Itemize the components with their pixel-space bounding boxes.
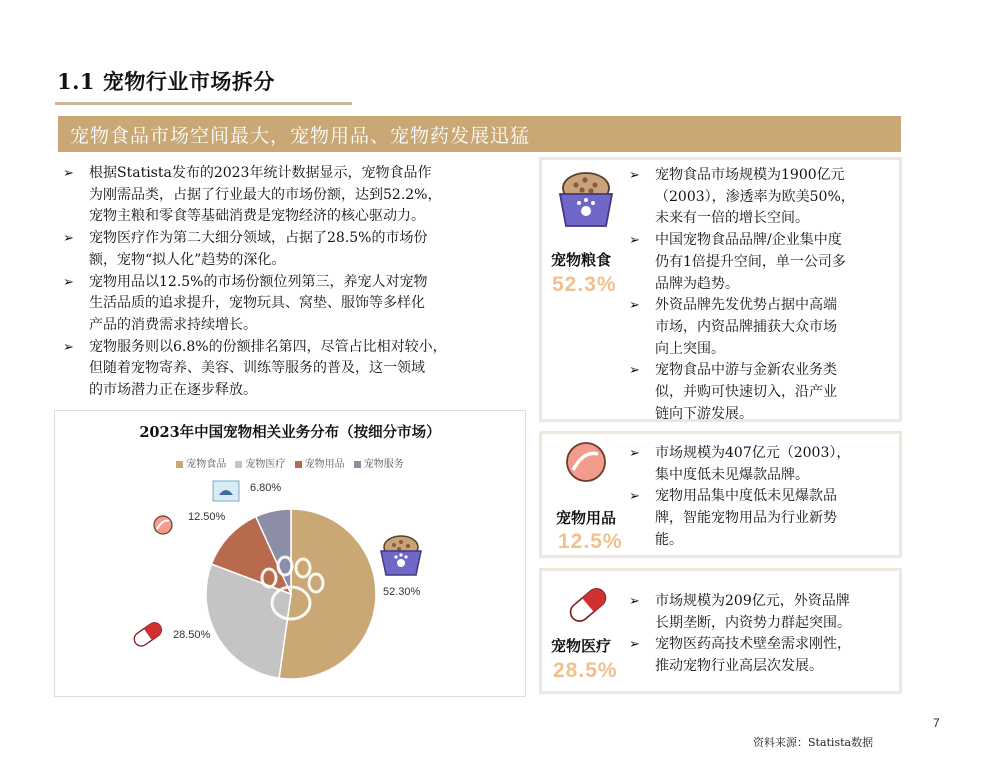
bullet-line: 市场，内资品牌捕获大众市场 (655, 318, 837, 335)
data-label: 12.50% (188, 511, 226, 523)
section-banner (58, 116, 901, 152)
source-note: 资料来源：Statista数据 (753, 736, 874, 749)
list-item (60, 337, 526, 402)
pie-chart-panel (54, 410, 526, 697)
data-label: 6.80% (250, 482, 282, 494)
bullet-line: 牌，智能宠物用品为行业新势 (655, 510, 837, 527)
arrow-bullet-icon: ➢ (63, 231, 74, 247)
bullet-line: 推动宠物行业高层次发展。 (655, 658, 823, 675)
list-item (626, 443, 898, 486)
card-bullet-list (626, 443, 898, 552)
bullet-line: 仍有1倍提升空间，单一公司多 (655, 253, 846, 270)
bullet-line: 宠物医药高技术壁垒需求刚性， (655, 636, 851, 653)
list-item (60, 228, 526, 271)
bullet-line: 外资品牌先发优势占据中高端 (655, 297, 837, 314)
bullet-line: 市场规模为209亿元，外资品牌 (655, 593, 850, 609)
arrow-bullet-icon: ➢ (629, 446, 640, 461)
bullet-line: 链向下游发展。 (655, 405, 753, 422)
bullet-line: 但随着宠物寄养、美容、训练等服务的普及，这一领域 (89, 360, 425, 377)
chart-title: 2023年中国宠物相关业务分布（按细分市场） (139, 424, 441, 441)
capsule-pill-icon (132, 620, 165, 649)
bullet-line: 的市场潜力正在逐步释放。 (89, 382, 257, 399)
pet-ball-icon (564, 440, 608, 484)
card-pet-supplies (539, 431, 902, 558)
banner-text: 宠物食品市场空间最大，宠物用品、宠物药发展迅猛 (70, 125, 531, 147)
data-label: 28.50% (173, 629, 211, 641)
card-pet-food (539, 157, 902, 422)
bullet-line: 向上突围。 (655, 340, 725, 357)
arrow-bullet-icon: ➢ (629, 489, 640, 505)
bullet-line: 宠物用品集中度低未见爆款品 (655, 488, 837, 505)
card-percentage: 28.5% (553, 659, 618, 682)
list-item (626, 634, 898, 677)
pet-food-bowl-icon (381, 536, 421, 575)
left-bullet-list (60, 163, 526, 402)
bullet-line: 宠物食品中游与金新农业务类 (655, 362, 837, 379)
card-pet-medical (539, 568, 902, 694)
legend-label: 宠物服务 (363, 459, 404, 470)
bullet-line: 能。 (655, 531, 683, 548)
list-item (60, 163, 526, 228)
arrow-bullet-icon: ➢ (63, 339, 74, 355)
card-title: 宠物粮食 (551, 251, 612, 269)
list-item (60, 272, 526, 337)
bullet-line: 宠物用品以12.5%的市场份额位列第三，养宠人对宠物 (89, 273, 428, 290)
pie-slice (279, 509, 376, 679)
arrow-bullet-icon: ➢ (629, 363, 640, 379)
list-item (626, 360, 898, 425)
arrow-bullet-icon: ➢ (63, 274, 74, 290)
pet-food-bowl-icon (557, 172, 615, 230)
legend-label: 宠物医疗 (245, 459, 286, 470)
page-number: 7 (933, 716, 940, 730)
pie-chart (55, 411, 525, 696)
page-title: 1.1 宠物行业市场拆分 (57, 69, 275, 94)
list-item (626, 591, 898, 634)
bullet-line: （2003），渗透率为欧美50%， (655, 188, 855, 205)
card-percentage: 52.3% (552, 273, 617, 296)
list-item (626, 230, 898, 295)
capsule-pill-icon (564, 581, 612, 629)
legend-label: 宠物食品 (186, 459, 227, 470)
list-item (626, 165, 898, 230)
card-bullet-list (626, 165, 898, 425)
bullet-line: 产品的消费需求持续增长。 (89, 316, 257, 333)
list-item (626, 486, 898, 551)
bullet-line: 中国宠物食品品牌/企业集中度 (655, 232, 842, 249)
card-percentage: 12.5% (558, 530, 623, 553)
bullet-line: 似，并购可快速切入，沿产业 (655, 384, 837, 401)
arrow-bullet-icon: ➢ (629, 233, 640, 249)
bullet-line: 品牌为趋势。 (655, 275, 739, 292)
arrow-bullet-icon: ➢ (629, 298, 640, 314)
bullet-line: 生活品质的追求提升，宠物玩具、窝垫、服饰等多样化 (89, 295, 425, 312)
arrow-bullet-icon: ➢ (629, 168, 640, 183)
bullet-line: 宠物主粮和零食等基础消费是宠物经济的核心驱动力。 (89, 208, 425, 225)
bullet-line: 额，宠物“拟人化”趋势的深化。 (89, 251, 286, 268)
pet-bed-icon (213, 481, 239, 501)
card-title: 宠物用品 (556, 509, 617, 527)
bullet-line: 集中度低未见爆款品牌。 (655, 466, 809, 483)
bullet-line: 为刚需品类，占据了行业最大的市场份额，达到52.2%， (89, 186, 442, 203)
bullet-line: 长期垄断，内资势力群起突围。 (655, 614, 851, 631)
legend-label: 宠物用品 (304, 459, 345, 470)
bullet-line: 未来有一倍的增长空间。 (655, 210, 809, 227)
bullet-line: 市场规模为407亿元（2003）， (655, 445, 851, 461)
card-title: 宠物医疗 (551, 637, 612, 655)
card-bullet-list (626, 591, 898, 678)
arrow-bullet-icon: ➢ (63, 166, 74, 181)
list-item (626, 295, 898, 360)
arrow-bullet-icon: ➢ (629, 637, 640, 653)
bullet-line: 宠物食品市场规模为1900亿元 (655, 167, 845, 183)
data-label: 52.30% (383, 586, 421, 598)
bullet-line: 宠物服务则以6.8%的份额排名第四，尽管占比相对较小， (89, 338, 447, 355)
bullet-line: 宠物医疗作为第二大细分领域，占据了28.5%的市场份 (89, 230, 428, 247)
title-underline (55, 102, 352, 105)
bullet-line: 根据Statista发布的2023年统计数据显示，宠物食品作 (89, 165, 432, 181)
arrow-bullet-icon: ➢ (629, 594, 640, 609)
pet-ball-icon (154, 516, 172, 534)
